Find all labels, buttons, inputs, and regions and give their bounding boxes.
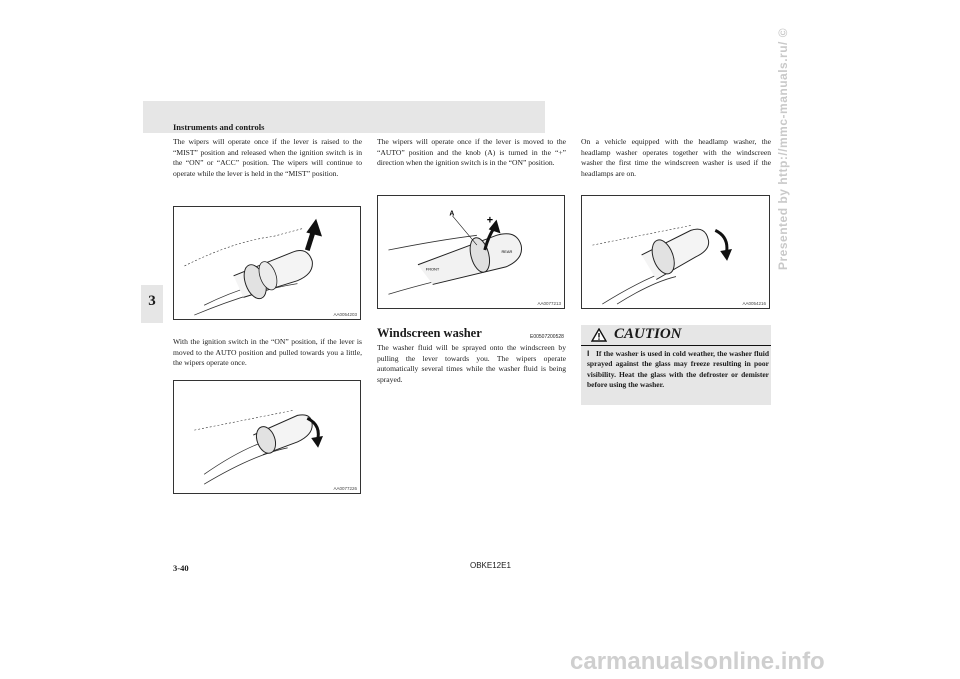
column1-paragraph-2: With the ignition switch in the “ON” position, if the lever is moved to the AUTO position and pulled towards you a little, the wipers operate once. xyxy=(173,337,362,368)
chapter-number: 3 xyxy=(148,293,156,309)
lever-knob-drawing xyxy=(378,196,564,308)
column2-paragraph-1: The wipers will operate once if the lever is moved to the “AUTO” position and the knob (A) is turned in the “+” direction when the ignition switch is in the “ON” position. xyxy=(377,137,566,168)
caution-title: CAUTION xyxy=(614,326,682,342)
lever-mist-illustration xyxy=(173,206,361,320)
warning-triangle-icon xyxy=(591,328,607,342)
heading-code: E00507200528 xyxy=(530,334,564,340)
caution-box xyxy=(581,325,771,405)
page-number: 3-40 xyxy=(173,563,189,573)
column3-paragraph-1: On a vehicle equipped with the headlamp washer, the headlamp washer operates together with the windscreen washer the first time the windscreen washer is used if the headlamps are on. xyxy=(581,137,771,178)
side-watermark: Presented by http://mmc-manuals.ru/ © xyxy=(776,27,790,270)
label-front: FRONT xyxy=(425,266,440,272)
column2-paragraph-2: The washer fluid will be sprayed onto the windscreen by pulling the lever towards you. The wipers operate automatically several times while the washer fluid is being sprayed. xyxy=(377,343,566,384)
lever-knob-illustration xyxy=(377,195,565,309)
lever-washer-drawing xyxy=(582,196,769,308)
figure-code: AA0077213 xyxy=(537,301,561,306)
site-watermark: carmanualsonline.info xyxy=(570,648,825,675)
figure-code: AA0054216 xyxy=(742,301,766,306)
caution-text-block xyxy=(587,349,769,390)
label-rear: REAR xyxy=(501,248,513,254)
lever-auto-pull-drawing xyxy=(174,381,360,493)
figure-code: AA0054203 xyxy=(333,312,357,317)
label-plus: + xyxy=(486,214,494,227)
document-code: OBKE12E1 xyxy=(470,561,511,570)
caution-text: If the washer is used in cold weather, the washer fluid sprayed against the glass may freeze resulting in poor visibility. Heat the glass with the defroster or demister before using the washer. xyxy=(587,349,769,389)
windscreen-washer-heading: Windscreen washer xyxy=(377,326,482,340)
caution-header xyxy=(581,325,771,346)
column1-paragraph-1: The wipers will operate once if the lever is raised to the “MIST” position and released when the ignition switch is in the “ON” or “ACC” position. The wipers will continue to operate while the lever is held in the “MIST” position. xyxy=(173,137,362,178)
bullet-icon: l xyxy=(587,350,590,358)
lever-auto-pull-illustration xyxy=(173,380,361,494)
section-title: Instruments and controls xyxy=(173,122,265,132)
figure-code: AA0077226 xyxy=(333,486,357,491)
lever-washer-illustration xyxy=(581,195,770,309)
label-a: A xyxy=(449,210,455,218)
lever-mist-drawing xyxy=(174,207,360,319)
